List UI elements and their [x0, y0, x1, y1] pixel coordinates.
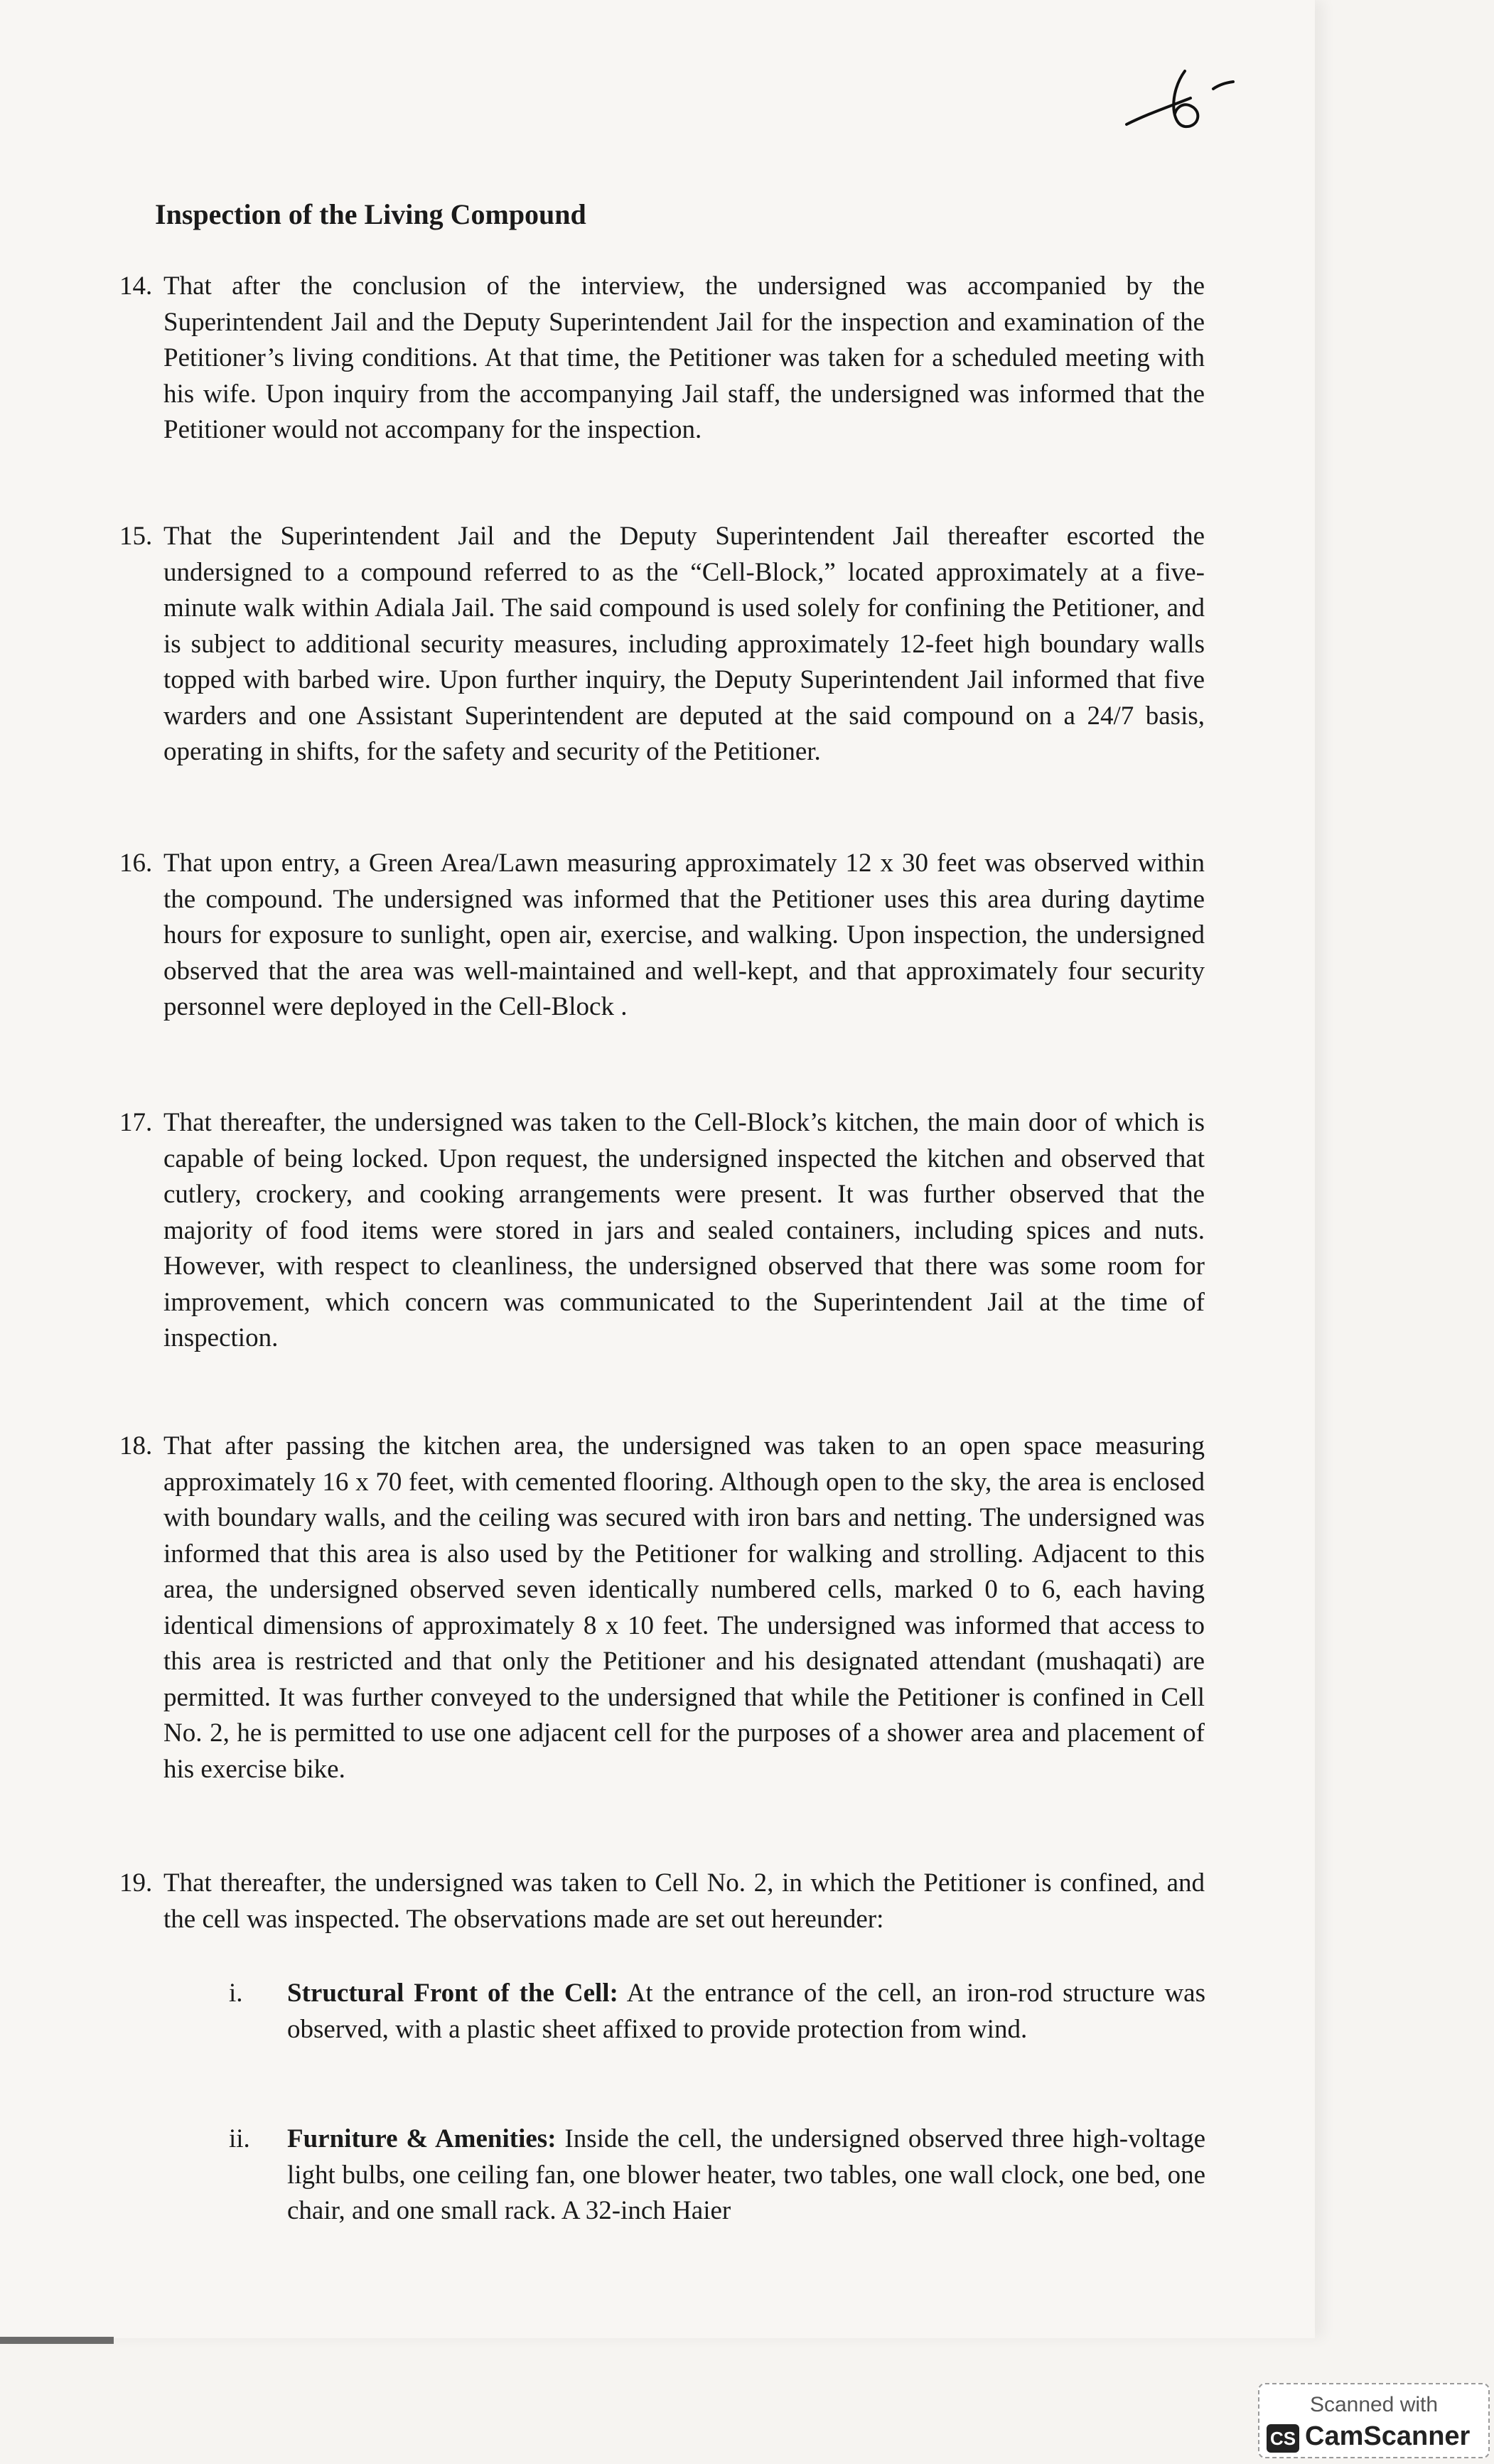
paragraph-14 — [119, 269, 1205, 448]
handwritten-page-number — [1119, 43, 1276, 149]
paragraph-number: 16. — [119, 849, 153, 878]
paragraph-text: That after the conclusion of the interview, the undersigned was accompanied by the Superintendent Jail and the Deputy Superintendent Jail for the inspection and examination of the Petitioner’s living conditions. At that time, the Petitioner was taken for a scheduled meeting with his wife. Upon inquiry from the accompanying Jail staff, the undersigned was informed that the Petitioner would not accompany for the inspection. — [163, 271, 1205, 444]
paragraph-text: That thereafter, the undersigned was taken to the Cell-Block’s kitchen, the main door of which is capable of being locked. Upon request, the undersigned inspected the kitchen and observed that cutlery, crockery, and cooking arrangements were present. It was further observed that the majority of food items were stored in jars and sealed containers, including spices and nuts. However, with respect to cleanliness, the undersigned observed that there was some room for improvement, which concern was communicated to the Superintendent Jail at the time of inspection. — [163, 1108, 1205, 1352]
paragraph-text: That the Superintendent Jail and the Deputy Superintendent Jail thereafter escorted the undersigned to a compound referred to as the “Cell-Block,” located approximately at a five-minute walk within Adiala Jail. The said compound is used solely for confining the Petitioner, and is subject to additional security measures, including approximately 12-feet high boundary walls topped with barbed wire. Upon further inquiry, the Deputy Superintendent Jail informed that five warders and one Assistant Superintendent are deputed at the said compound on a 24/7 basis, operating in shifts, for the safety and security of the Petitioner. — [163, 522, 1205, 766]
subparagraph-lead: Furniture & Amenities: — [287, 2124, 557, 2153]
paragraph-number: 18. — [119, 1431, 153, 1460]
paragraph-text: That thereafter, the undersigned was taken to Cell No. 2, in which the Petitioner is confined, and the cell was inspected. The observations made are set out hereunder: — [163, 1868, 1205, 1934]
subparagraph-i — [229, 1976, 1205, 2048]
subparagraph-text: Inside the cell, the undersigned observed three high-voltage light bulbs, one ceiling fan, one blower heater, two tables, one wall clock, one bed, one chair, and one small rack. A 32-inch Haier — [287, 2124, 1206, 2225]
subparagraph-numeral: ii. — [229, 2124, 250, 2153]
subparagraph-ii — [229, 2121, 1206, 2229]
paragraph-15 — [119, 519, 1205, 770]
camscanner-watermark — [1258, 2383, 1490, 2458]
subparagraph-text: At the entrance of the cell, an iron-rod structure was observed, with a plastic sheet affixed to provide protection from wind. — [287, 1979, 1205, 2044]
subparagraph-numeral: i. — [229, 1979, 243, 2008]
paragraph-number: 19. — [119, 1868, 153, 1898]
subparagraph-lead: Structural Front of the Cell: — [287, 1979, 618, 2008]
paragraph-17 — [119, 1105, 1205, 1357]
paragraph-16 — [119, 846, 1205, 1026]
watermark-top-text: Scanned with — [1309, 2393, 1439, 2416]
section-heading: Inspection of the Living Compound — [155, 198, 586, 230]
paragraph-text: That upon entry, a Green Area/Lawn measuring approximately 12 x 30 feet was observed within the compound. The undersigned was informed that the Petitioner uses this area during daytime hours for exposure to sunlight, open air, exercise, and walking. Upon inspection, the undersigned observed that the area was well-maintained and well-kept, and that approximately four security personnel were deployed in the Cell-Block . — [163, 849, 1205, 1021]
paragraph-number: 14. — [119, 271, 153, 301]
paragraph-text: That after passing the kitchen area, the undersigned was taken to an open space measuring approximately 16 x 70 feet, with cemented flooring. Although open to the sky, the area is enclosed with boundary walls, and the ceiling was secured with iron bars and netting. The undersigned was informed that this area is also used by the Petitioner for walking and strolling. Adjacent to this area, the undersigned observed seven identically numbered cells, marked 0 to 6, each having identical dimensions of approximately 8 x 10 feet. The undersigned was informed that access to this area is restricted and that only the Petitioner and his designated attendant (mushaqati) are permitted. It was further conveyed to the undersigned that while the Petitioner is confined in Cell No. 2, he is permitted to use one adjacent cell for the purposes of a shower area and placement of his exercise bike. — [163, 1431, 1205, 1784]
paragraph-18 — [119, 1429, 1205, 1787]
watermark-brand-text: CamScanner — [1305, 2421, 1471, 2451]
scan-edge-shadow — [0, 2337, 114, 2344]
paragraph-19 — [119, 1866, 1205, 1937]
camscanner-logo-icon: CS — [1267, 2424, 1299, 2453]
paragraph-number: 17. — [119, 1108, 153, 1137]
paragraph-number: 15. — [119, 522, 153, 551]
